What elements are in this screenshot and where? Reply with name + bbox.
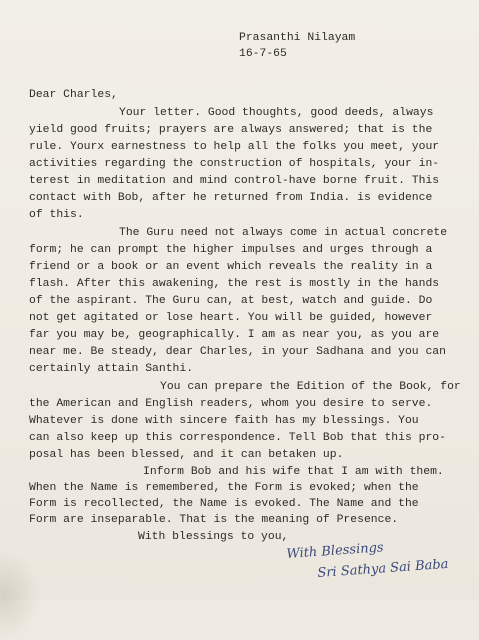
body-line: near me. Be steady, dear Charles, in your Sadhana and you can <box>29 346 446 358</box>
body-line: yield good fruits; prayers are always answered; that is the <box>29 124 433 136</box>
body-line: Form are inseparable. That is the meaning of Presence. <box>29 514 399 526</box>
body-line: Whatever is done with sincere faith has my blessings. You <box>29 415 419 427</box>
closing-line: With blessings to you, <box>138 531 289 543</box>
body-line: activities regarding the construction of hospitals, your in- <box>29 158 440 170</box>
body-line: certainly attain Santhi. <box>29 363 194 375</box>
signature-blessing: With Blessings <box>285 540 385 562</box>
body-line: posal has been blessed, and it can betaken up. <box>29 449 344 461</box>
body-line: Your letter. Good thoughts, good deeds, always <box>119 107 434 119</box>
body-line: terest in meditation and mind control-have borne fruit. This <box>29 175 440 187</box>
body-line: can also keep up this correspondence. Tell Bob that this pro- <box>29 432 446 444</box>
body-line: the American and English readers, whom you desire to serve. <box>29 398 433 410</box>
paper-corner-shadow <box>0 550 40 640</box>
signature-name: Sri Sathya Sai Baba <box>316 556 449 581</box>
body-line: of the aspirant. The Guru can, at best, watch and guide. Do <box>29 295 433 307</box>
body-line: far you may be, geographically. I am as near you, as you are <box>29 329 440 341</box>
body-line: form; he can prompt the higher impulses and urges through a <box>29 244 433 256</box>
body-line: Form is recollected, the Name is evoked. The Name and the <box>29 498 419 510</box>
body-line: of this. <box>29 209 84 221</box>
body-line: The Guru need not always come in actual concrete <box>119 227 448 239</box>
body-line: rule. Yourx earnestness to help all the folks you meet, your <box>29 141 440 153</box>
body-line: contact with Bob, after he returned from India. is evidence <box>29 192 433 204</box>
body-line: Inform Bob and his wife that I am with them. <box>143 466 444 478</box>
salutation: Dear Charles, <box>29 89 118 101</box>
body-line: friend or a book or an event which reveals the reality in a <box>29 261 433 273</box>
body-line: not get agitated or lose heart. You will be guided, however <box>29 312 433 324</box>
body-line: flash. After this awakening, the rest is mostly in the hands <box>29 278 440 290</box>
body-line: You can prepare the Edition of the Book, for <box>160 381 461 393</box>
header-date: 16-7-65 <box>239 48 287 60</box>
body-line: When the Name is remembered, the Form is evoked; when the <box>29 482 419 494</box>
header-place: Prasanthi Nilayam <box>239 32 356 44</box>
